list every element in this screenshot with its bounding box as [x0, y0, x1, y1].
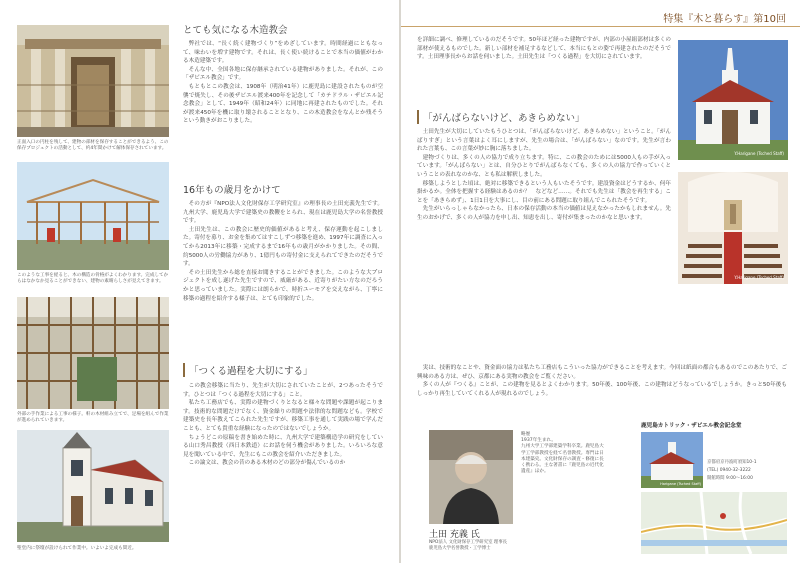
- photo-credit: Harigane (Tsched Staff): [660, 482, 701, 486]
- profile-bio: 略歴 1937年生まれ。 九州大学工学部建築学科卒業。鹿児島大学工学部教授を経て名誉教授。専門は日本建築史。文化財保存の調査・修復に長く携わる。主な著書に『鹿児島の近代化遺産』ほか。: [521, 432, 604, 475]
- church-address: 京都府京丹波町須知10-1: [707, 460, 757, 465]
- heading-wooden-church: とても気になる木造教会: [183, 25, 288, 36]
- paragraph: 弊社では、“長く続く建物づくり”をめざしています。時間経過にともなって、味わいを増す建物です。それは、長く使い続けることで本当の価値がわかる木造建築です。: [183, 41, 383, 65]
- heading-dont-give-up: 「がんばらないけど、あきらめない」: [417, 110, 585, 124]
- church-info-title: 鹿児島カトリック・ザビエル教会記念堂: [641, 423, 742, 429]
- paragraph: 実は、技術的なことや、資金面の協力は私たち工務店もこういった協力ができることを考えます。今回は紙面の都合もあるのでこのあたりで、ご興味のある方は、ぜひ、京都にある実物の教会をご覧ください。: [417, 365, 787, 380]
- section2-body: [183, 200, 383, 303]
- caption-4: 聖堂内に祭壇が設けられて作業中。いよいよ完成も間近。: [17, 546, 137, 551]
- feature-header: 特集『木と暮らす』第10回: [663, 14, 786, 25]
- section4-body: [417, 128, 671, 223]
- location-map[interactable]: [641, 492, 787, 554]
- photo-church-interior: [678, 172, 788, 284]
- paragraph: この教会移築に当たり、先生が大切にされていたことが、2つあったそうです。ひとつは「つくる過程を大切にする」こと。: [183, 383, 383, 398]
- paragraph: 多くの人が『つくる』ことが、この建物を見るとよくわかります。50年後、100年後、この建物はどうなっているでしょうか。きっと50年後もしっかり再生していてくれる人が現れるのでしょう。: [417, 382, 787, 397]
- photo-church-exterior: [678, 40, 788, 160]
- intro-body: [417, 36, 671, 62]
- paragraph: ちょうどこの原稿を書き始めた時に、九州大学で建築構造学の研究をしている山口秀昌教授（西日本鉄道）にお話を伺う機会がありました。いろいろな意見を聞いている中で、先生にもこの教会を紹介いただきました。: [183, 434, 383, 458]
- profile-name: 土田 充義 氏: [429, 530, 480, 540]
- photo-church-tower: [17, 430, 169, 542]
- left-page: [0, 0, 399, 563]
- section5-body: [417, 364, 787, 398]
- church-tel: (TEL) 0940-32-3222: [707, 468, 751, 473]
- paragraph: 建物づくりは、多くの人の協力で成り立ちます。特に、この教会のためには5000人もの手が入っています。「がんばらない」とは、自分ひとりでがんばらなくても、多くの人の協力で作っていくということの表れなのかな、とも私は解釈しました。: [417, 154, 671, 178]
- paragraph: 私たち工務店でも、実際の建物づくりとなると様々な問題や課題が起こります。技術的な問題だけでなく、資金繰りの問題や法律的な問題なども。学校で建築史を長年教えてこられた先生ですが、移築工事を通して実践の場で学んだことも、とても貴重な経験になったのではないでしょうか。: [183, 400, 383, 432]
- paragraph: この論文は、教会の昔のある木材のどの部分が傷んでいるのか: [188, 460, 346, 467]
- paragraph: もともとこの教会は、1908年（明治41年）に鹿児島に建設されたものが空襲で焼失し、その後ザビエル渡来400年を記念して「カテドラル・ザビエル記念教会」として、1949年（昭和24年）に同地に再建されたものでした。それが渡来450年を機に取り壊されることとなり、この木造教会をなんとか残そうという動きがおこりました。: [183, 83, 383, 125]
- paragraph: 土田先生は、この教会に歴史的価値があると考え、保存運動を起こしました。寄付を募り、お金を集めてはすこしずつ移築を進め、1997年に調査に入ってから2013年に移築・完成するまで16年もの歳月がかかりました。その間、約5000人の労働協力があり、1億円もの寄付金に支えられてできたのだそうです。: [183, 226, 383, 268]
- photo-portrait: [429, 430, 513, 524]
- heading-16-years: 16年もの歳月をかけて: [183, 185, 281, 196]
- paragraph: を詳細に調べ、修理しているのだそうです。50年ほど経った建物ですが、内部の小屋組部材は多くの部材が使えるものでした。新しい部材を補足するなどして、本当にもとの姿で再建されたのだそうです。土田理事長からお話を伺いました。土田先生は「つくる過程」を大切にされています。: [417, 37, 671, 61]
- church-hours: 開館時間 9:00〜16:00: [707, 476, 753, 481]
- paragraph: そんな中、全国各地に保存継承されている建物がありました。それが、この「ザビエル教会」です。: [183, 66, 383, 82]
- photo-credit: Y.Harigane (Tsched Staff): [734, 275, 784, 280]
- caption-3: 外部の手作業による工事の様子。軒の木材組み立てで、足場を組んで作業が進められていきます。: [17, 412, 169, 423]
- heading-process: 「つくる過程を大切にする」: [183, 363, 313, 377]
- section3-body: [183, 382, 383, 468]
- photo-credit: Y.Harigane (Tsched Staff): [734, 151, 784, 156]
- photo-timber-frame: [17, 162, 169, 270]
- paragraph: その土田先生から総を直接お聞きすることができました。このような大プロジェクトを成し遂げた先生ですので、威厳がある、近寄りがたい方なのだろうかと思っていました。実際には朗らかで、時折ユーモアを交えながら、丁寧に移築の過程を紹介する様子は、とても印象的でした。: [183, 269, 383, 302]
- paragraph: 先生がいらっしゃらなかったら、日本の保存活動の本当の価値は見えなかったかもしれません。先生のおかげで、多くの人が協力を申し出、知恵を出し、寄付が集まったのかなと思います。: [417, 206, 671, 221]
- photo-church-porch: [17, 25, 169, 137]
- paragraph: 土田先生が大切にしていたもうひとつは、「がんばらないけど、あきらめない」ということ。「がんばりすぎ」という言葉はよく耳にしますが、先生の場合は、「がんばらない」なのです。先生が言われた言葉も、この言葉が妙に胸に落ちました。: [417, 129, 671, 153]
- paragraph: 移築しようとした頃は、絶対に移築できるという人もいたそうです。建設資金はどうするか、何年掛かるか。全体を把握する経験はあるのか？ などなど……。それでも先生は「教会を再生する」ことを「あきらめず」、1日1日を大事にし、目の前にある問題に取り組んでこられたそうです。: [417, 180, 671, 204]
- right-page: [401, 0, 800, 563]
- paragraph: その方が『NPO法人文化財保存工学研究室』の理事長の土田充義先生です。九州大学、鹿児島大学で建築史の教鞭をとられ、現在は鹿児島大学の名誉教授です。: [183, 201, 383, 225]
- caption-2: このような工事を経ると、木の構造の骨格がよくわかります。完成してからはなかなか見ることができない、建物の素晴らしさが見えてきます。: [17, 273, 169, 284]
- photo-scaffolding: [17, 297, 169, 409]
- profile-role: NPO法人 文化財保存工学研究室 理事長 鹿児島大学名誉教授・工学博士: [429, 540, 508, 551]
- photo-church-small: [641, 432, 703, 488]
- caption-1: 正面入口の円柱を残して、建物の部材を保存することができるよう、この保存プロジェクトの活動として、約4年間かけて解体保存されています。: [17, 140, 169, 151]
- header-rule: [401, 26, 800, 27]
- section1-body: [183, 40, 383, 126]
